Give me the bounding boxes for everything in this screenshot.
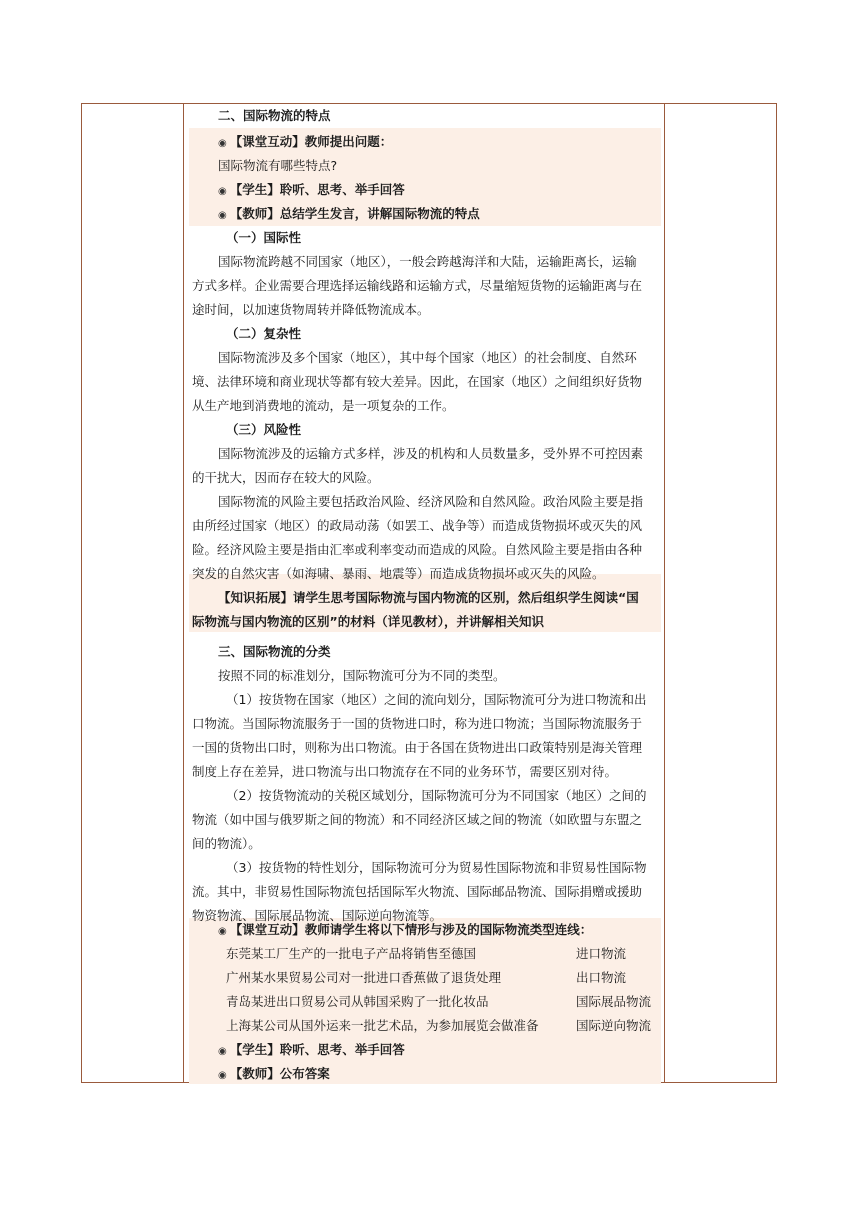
- knowledge-line: 【知识拓展】请学生思考国际物流与国内物流的区别，然后组织学生阅读“国: [218, 590, 639, 605]
- matching-type: 国际展品物流: [576, 994, 652, 1009]
- right-column: [664, 104, 776, 1082]
- matching-type: 进口物流: [576, 946, 627, 961]
- paragraph-line: 方式多样。企业需要合理选择运输线路和运输方式，尽量缩短货物的运输距离与在: [192, 278, 643, 293]
- paragraph-line: 制度上存在差异，进口物流与出口物流存在不同的业务环节，需要区别对待。: [192, 764, 618, 779]
- paragraph-line: （1）按货物在国家（地区）之间的流向划分，国际物流可分为进口物流和出: [226, 692, 647, 707]
- bullet-icon: ◉: [218, 1070, 227, 1081]
- paragraph-line: 由所经过国家（地区）的政局动荡（如罢工、战争等）而造成货物损坏或灭失的风: [192, 518, 643, 533]
- paragraph-line: 突发的自然灾害（如海啸、暴雨、地震等）而造成货物损坏或灭失的风险。: [192, 566, 605, 581]
- paragraph-line: （3）按货物的特性划分，国际物流可分为贸易性国际物流和非贸易性国际物: [226, 860, 647, 875]
- matching-row: [192, 1014, 660, 1038]
- matching-type: 出口物流: [576, 970, 627, 985]
- paragraph-line: 从生产地到消费地的流动，是一项复杂的工作。: [192, 398, 455, 413]
- subsection-title: （三）风险性: [226, 422, 302, 437]
- paragraph-line: 按照不同的标准划分，国际物流可分为不同的类型。: [218, 668, 506, 683]
- paragraph-line: 途时间，以加速货物周转并降低物流成本。: [192, 302, 430, 317]
- question-text: 国际物流有哪些特点?: [218, 158, 338, 173]
- left-column: [82, 104, 184, 1082]
- paragraph-line: 口物流。当国际物流服务于一国的货物进口时，称为进口物流；当国际物流服务于: [192, 716, 643, 731]
- bullet-icon: ◉: [218, 138, 227, 149]
- matching-row: [192, 966, 660, 990]
- bullet-icon: ◉: [218, 926, 227, 937]
- paragraph-line: 国际物流的风险主要包括政治风险、经济风险和自然风险。政治风险主要是指: [218, 494, 644, 509]
- interaction-title: ◉ 【课堂互动】教师请学生将以下情形与涉及的国际物流类型连线：: [218, 922, 593, 937]
- matching-scenario: 上海某公司从国外运来一批艺术品，为参加展览会做准备: [226, 1018, 539, 1033]
- teacher-note: ◉ 【教师】公布答案: [218, 1066, 330, 1081]
- matching-scenario: 广州某水果贸易公司对一批进口香蕉做了退货处理: [226, 970, 502, 985]
- section-title: 三、国际物流的分类: [218, 644, 331, 659]
- paragraph-line: 的干扰大，因而存在较大的风险。: [192, 470, 380, 485]
- section-title: 二、国际物流的特点: [218, 108, 331, 123]
- paragraph-line: 国际物流涉及多个国家（地区），其中每个国家（地区）的社会制度、自然环: [218, 350, 637, 365]
- paragraph-line: （2）按货物流动的关税区域划分，国际物流可分为不同国家（地区）之间的: [226, 788, 647, 803]
- paragraph-line: 流。其中，非贸易性国际物流包括国际军火物流、国际邮品物流、国际捐赠或援助: [192, 884, 643, 899]
- matching-row: [192, 990, 660, 1014]
- student-note: ◉ 【学生】聆听、思考、举手回答: [218, 1042, 405, 1057]
- interaction-title: ◉ 【课堂互动】教师提出问题：: [218, 134, 393, 149]
- paragraph-line: 境、法律环境和商业现状等都有较大差异。因此，在国家（地区）之间组织好货物: [192, 374, 643, 389]
- subsection-title: （一）国际性: [226, 230, 302, 245]
- matching-scenario: 东莞某工厂生产的一批电子产品将销售至德国: [226, 946, 477, 961]
- subsection-title: （二）复杂性: [226, 326, 302, 341]
- paragraph-line: 险。经济风险主要是指由汇率或利率变动而造成的风险。自然风险主要是指由各种: [192, 542, 643, 557]
- paragraph-line: 间的物流）。: [192, 836, 261, 851]
- matching-type: 国际逆向物流: [576, 1018, 652, 1033]
- paragraph-line: 国际物流涉及的运输方式多样，涉及的机构和人员数量多，受外界不可控因素: [218, 446, 644, 461]
- paragraph-line: 物资物流、国际展品物流、国际逆向物流等。: [192, 908, 443, 923]
- paragraph-line: 物流（如中国与俄罗斯之间的物流）和不同经济区域之间的物流（如欧盟与东盟之: [192, 812, 643, 827]
- content-column: [184, 104, 666, 1082]
- bullet-icon: ◉: [218, 1046, 227, 1057]
- lesson-table: [81, 103, 777, 1083]
- teacher-note: ◉ 【教师】总结学生发言，讲解国际物流的特点: [218, 206, 480, 221]
- student-note: ◉ 【学生】聆听、思考、举手回答: [218, 182, 405, 197]
- bullet-icon: ◉: [218, 186, 227, 197]
- bullet-icon: ◉: [218, 210, 227, 221]
- paragraph-line: 一国的货物出口时，则称为出口物流。由于各国在货物进出口政策特别是海关管理: [192, 740, 643, 755]
- matching-row: [192, 942, 660, 966]
- paragraph-line: 国际物流跨越不同国家（地区），一般会跨越海洋和大陆，运输距离长，运输: [218, 254, 637, 269]
- knowledge-line: 际物流与国内物流的区别”的材料（详见教材），并讲解相关知识: [192, 614, 544, 629]
- matching-scenario: 青岛某进出口贸易公司从韩国采购了一批化妆品: [226, 994, 489, 1009]
